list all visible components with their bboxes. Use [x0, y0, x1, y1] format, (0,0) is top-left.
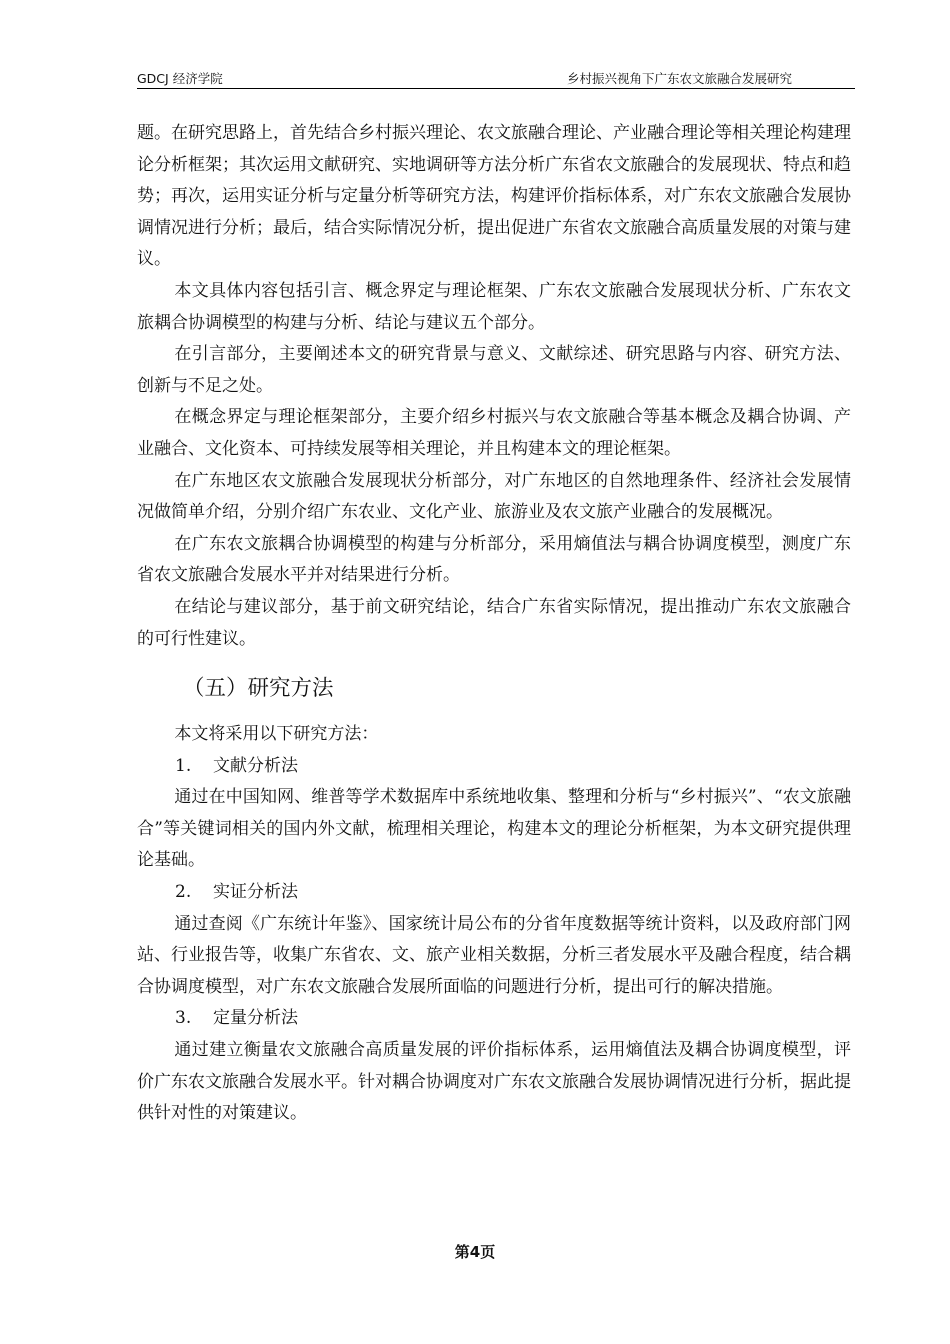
page-number: 第4页	[454, 1243, 496, 1261]
method-number: 1.	[175, 755, 192, 776]
document-body	[137, 118, 851, 1130]
method-title: 实证分析法	[213, 882, 298, 903]
paragraph: 在概念界定与理论框架部分，主要介绍乡村振兴与农文旅融合等基本概念及耦合协调、产业融合、文化资本、可持续发展等相关理论，并且构建本文的理论框架。	[137, 407, 851, 459]
page-header	[137, 64, 855, 89]
method-item	[137, 1003, 851, 1035]
method-number: 3.	[175, 1008, 192, 1029]
method-item	[137, 751, 851, 783]
paragraph: 在引言部分，主要阐述本文的研究背景与意义、文献综述、研究思路与内容、研究方法、创新与不足之处。	[137, 344, 851, 396]
methods-intro: 本文将采用以下研究方法：	[174, 724, 379, 745]
method-title: 定量分析法	[213, 1008, 298, 1029]
paragraph: 在广东地区农文旅融合发展现状分析部分，对广东地区的自然地理条件、经济社会发展情况做简单介绍，分别介绍广东农业、文化产业、旅游业及农文旅产业融合的发展概况。	[137, 470, 851, 523]
paragraph: 在广东农文旅耦合协调模型的构建与分析部分，采用熵值法与耦合协调度模型，测度广东省农文旅融合发展水平并对结果进行分析。	[137, 533, 851, 586]
method-title: 文献分析法	[213, 755, 298, 776]
header-title: 乡村振兴视角下广东农文旅融合发展研究	[566, 71, 792, 86]
header-school: GDCJ 经济学院	[137, 71, 223, 86]
method-description: 通过查阅《广东统计年鉴》、国家统计局公布的分省年度数据等统计资料，以及政府部门网站、行业报告等，收集广东省农、文、旅产业相关数据，分析三者发展水平及融合程度，结合耦合协调度模型，对广东农文旅融合发展所面临的问题进行分析，提出可行的解决措施。	[137, 913, 851, 997]
paragraph-continuation: 题。在研究思路上，首先结合乡村振兴理论、农文旅融合理论、产业融合理论等相关理论构建理论分析框架；其次运用文献研究、实地调研等方法分析广东省农文旅融合的发展现状、特点和趋势；再次，运用实证分析与定量分析等研究方法，构建评价指标体系，对广东农文旅融合发展协调情况进行分析；最后，结合实际情况分析，提出促进广东省农文旅融合高质量发展的对策与建议。	[137, 123, 851, 270]
section-heading: （五）研究方法	[183, 676, 334, 702]
method-description: 通过建立衡量农文旅融合高质量发展的评价指标体系，运用熵值法及耦合协调度模型，评价广东农文旅融合发展水平。针对耦合协调度对广东农文旅融合发展协调情况进行分析，据此提供针对性的对策建议。	[137, 1040, 851, 1124]
method-description: 通过在中国知网、维普等学术数据库中系统地收集、整理和分析与“乡村振兴”、“农文旅融合”等关键词相关的国内外文献，梳理相关理论，构建本文的理论分析框架，为本文研究提供理论基础。	[137, 787, 851, 871]
method-item	[137, 877, 851, 909]
method-number: 2.	[175, 882, 192, 903]
paragraph: 本文具体内容包括引言、概念界定与理论框架、广东农文旅融合发展现状分析、广东农文旅耦合协调模型的构建与分析、结论与建议五个部分。	[137, 280, 851, 333]
paragraph: 在结论与建议部分，基于前文研究结论，结合广东省实际情况，提出推动广东农文旅融合的可行性建议。	[137, 596, 851, 649]
